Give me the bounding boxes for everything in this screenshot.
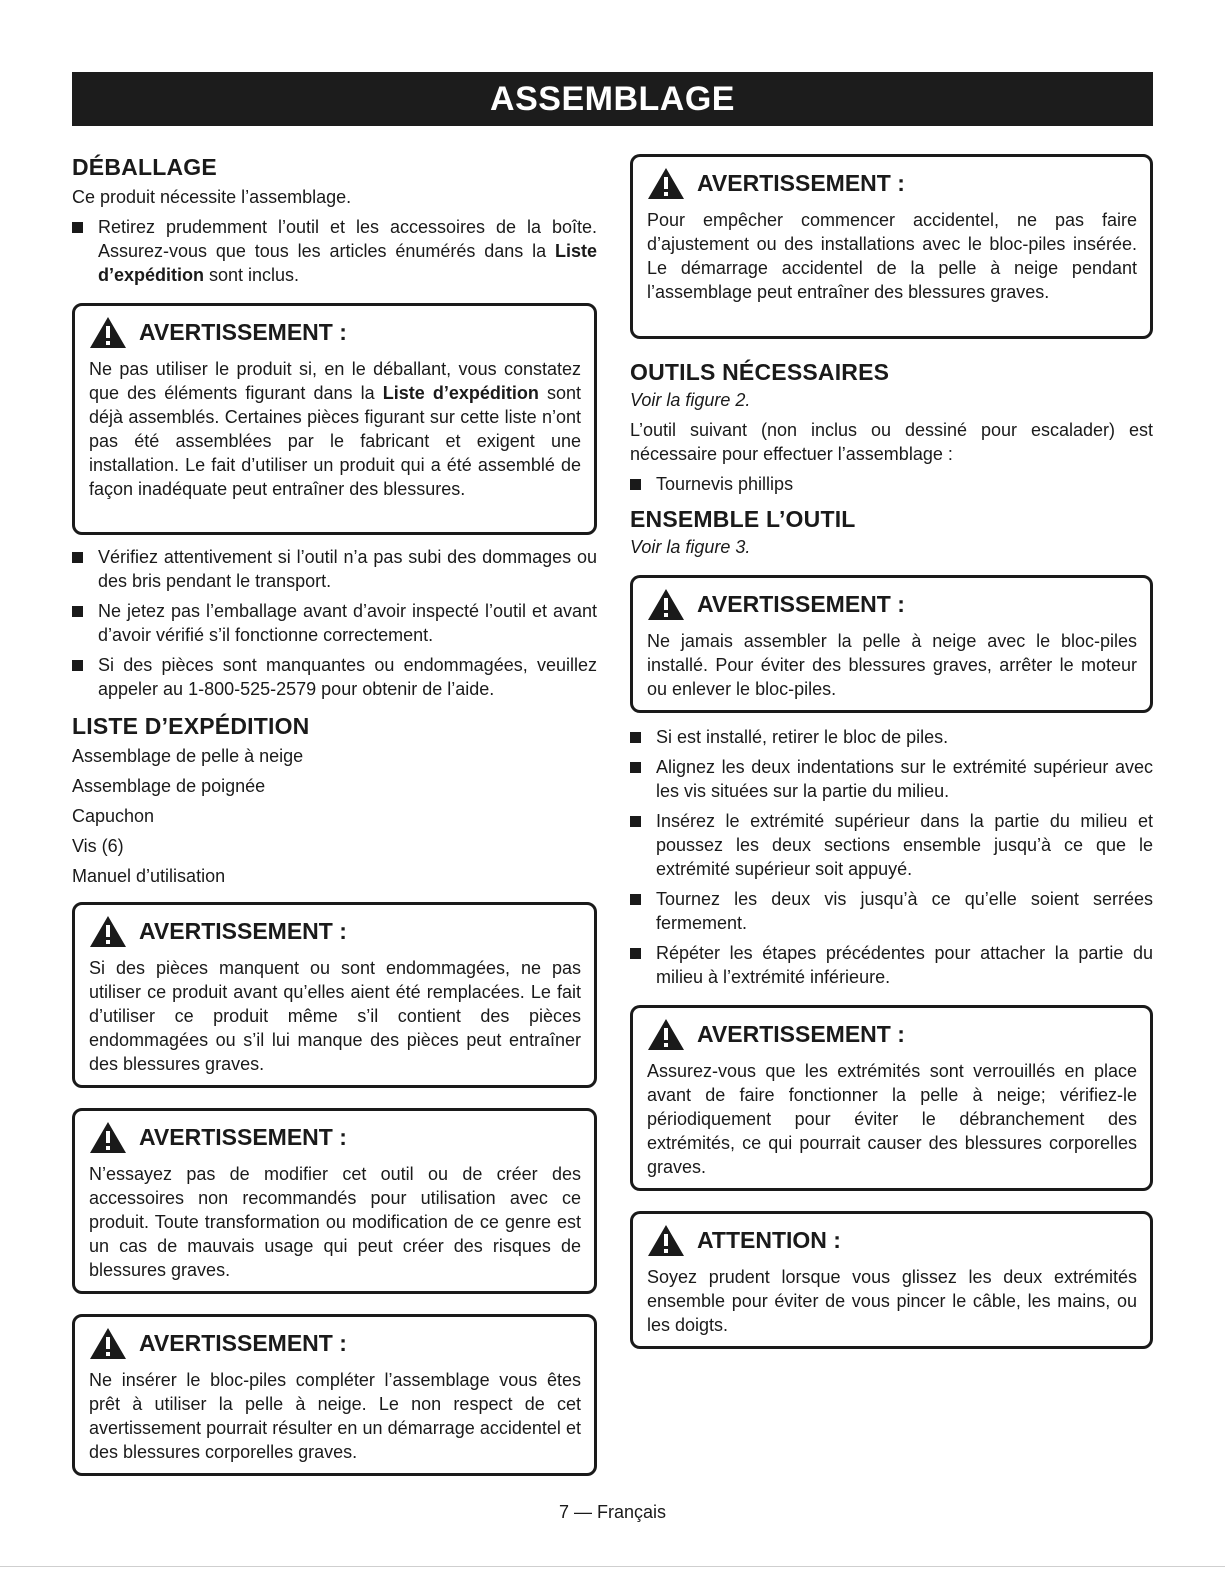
packing-item: Assemblage de poignée [72, 776, 266, 796]
warning-box-missing-parts [72, 902, 597, 1088]
warning-text-bold: Liste d’expédition [382, 383, 539, 403]
warning-label: AVERTISSEMENT : [139, 1124, 347, 1150]
warning-text: Si des pièces manquent ou sont endommagées, ne pas utiliser ce produit avant qu’elles aient été remplacées. Le fait d’utiliser ce produit même s’il contient des pièces endommagées ou s’il lui manque des pièces peut entraîner des blessures graves. [89, 958, 581, 1074]
warning-text: N’essayez pas de modifier cet outil ou de créer des accessoires non recommandés pour utilisation avec ce produit. Toute transformation ou modification de ce genre est un cas de mauvais usage qui peut créer des risques de blessures graves. [89, 1164, 581, 1280]
warning-label: AVERTISSEMENT : [697, 591, 905, 617]
bottom-divider [0, 1566, 1225, 1567]
warning-triangle-icon [89, 316, 127, 349]
packing-item: Assemblage de pelle à neige [72, 746, 304, 766]
packing-item: Capuchon [72, 806, 155, 826]
warning-header [89, 1327, 581, 1360]
list-item: Tournez les deux vis jusqu’à ce qu’elle soient serrées fermement. [630, 887, 1153, 935]
warning-text: Assurez-vous que les extrémités sont verrouillés en place avant de faire fonctionner la pelle à neige; vérifiez-le périodiquement pour éviter le débranchement des extrémités, ce qui pourrait causer des blessures corporelles graves. [647, 1061, 1137, 1177]
tools-text: L’outil suivant (non inclus ou dessiné pour escalader) est nécessaire pour effectuer l’assemblage : [630, 420, 1153, 464]
bullet-text-end: sont inclus. [204, 265, 300, 285]
warning-text-start: Ne pas utiliser le produit si, en le déballant, vous constatez que des éléments figurant dans la [89, 359, 581, 403]
list-item: Si est installé, retirer le bloc de piles. [630, 725, 1153, 749]
page-title: ASSEMBLAGE [72, 72, 1153, 126]
bullet-text: Retirez prudemment l’outil et les accessoires de la boîte. Assurez-vous que tous les articles énumérés dans la [98, 217, 597, 261]
warning-header [647, 167, 1137, 200]
unpacking-heading: DÉBALLAGE [72, 154, 217, 180]
page-footer: 7 — Français [558, 1502, 667, 1522]
warning-label: AVERTISSEMENT : [139, 319, 347, 345]
list-item: Répéter les étapes précédentes pour attacher la partie du milieu à l’extrémité inférieure. [630, 941, 1153, 989]
inspection-list [72, 545, 597, 701]
warning-triangle-icon [647, 1018, 685, 1051]
packing-list-heading: LISTE D’EXPÉDITION [72, 713, 310, 739]
left-column [72, 154, 597, 1476]
tools-figure-ref: Voir la figure 2. [630, 390, 751, 410]
caution-box-pinch [630, 1211, 1153, 1349]
warning-header [89, 1121, 581, 1154]
warning-triangle-icon [89, 1121, 127, 1154]
warning-box-accidental-start [630, 154, 1153, 339]
caution-label: ATTENTION : [697, 1227, 841, 1253]
warning-label: AVERTISSEMENT : [697, 1021, 905, 1047]
warning-triangle-icon [647, 167, 685, 200]
list-item: Ne jetez pas l’emballage avant d’avoir inspecté l’outil et avant d’avoir vérifié s’il fonctionne correctement. [72, 599, 597, 647]
warning-triangle-icon [89, 915, 127, 948]
warning-triangle-icon [647, 588, 685, 621]
list-item: Tournevis phillips [630, 472, 1153, 496]
warning-label: AVERTISSEMENT : [139, 918, 347, 944]
assemble-heading: ENSEMBLE L’OUTIL [630, 506, 856, 532]
unpacking-list [72, 215, 597, 287]
warning-box-battery-installed [630, 575, 1153, 713]
warning-header [89, 915, 581, 948]
assembly-steps [630, 725, 1153, 989]
packing-list [72, 744, 597, 888]
bullet-bold-text: Liste d’expédition [98, 241, 597, 285]
warning-text: Pour empêcher commencer accidentel, ne pas faire d’ajustement ou des installations avec le bloc-piles insérée. Le démarrage accidentel de la pelle à neige pendant l’assemblage peut entraîner des blessures graves. [647, 210, 1137, 302]
list-item: Alignez les deux indentations sur le extrémité supérieur avec les vis situées sur la partie du milieu. [630, 755, 1153, 803]
tools-heading: OUTILS NÉCESSAIRES [630, 359, 890, 385]
warning-box-locked-ends [630, 1005, 1153, 1191]
warning-triangle-icon [647, 1224, 685, 1257]
unpacking-intro: Ce produit nécessite l’assemblage. [72, 187, 352, 207]
warning-header [647, 588, 1137, 621]
warning-text-end: sont déjà assemblés. Certaines pièces figurant sur cette liste n’ont pas été assemblées par le fabricant et exigent une installation. Le fait d’utiliser un produit qui a été assemblé de façon inadéquate peut entraîner des blessures. [89, 383, 581, 499]
list-item [72, 215, 597, 287]
packing-item: Vis (6) [72, 836, 124, 856]
warning-text: Ne jamais assembler la pelle à neige avec le bloc-piles installé. Pour éviter des blessures graves, arrêter le moteur ou enlever le bloc-piles. [647, 631, 1137, 699]
list-item: Vérifiez attentivement si l’outil n’a pas subi des dommages ou des bris pendant le transport. [72, 545, 597, 593]
warning-label: AVERTISSEMENT : [139, 1330, 347, 1356]
caution-text: Soyez prudent lorsque vous glissez les deux extrémités ensemble pour éviter de vous pincer le câble, les mains, ou les doigts. [647, 1267, 1137, 1335]
warning-text: Ne insérer le bloc-piles compléter l’assemblage vous êtes prêt à utiliser la pelle à neige. Le non respect de cet avertissement pourrait résulter en un démarrage accidentel et des blessures corporelles graves. [89, 1370, 581, 1462]
warning-header [647, 1018, 1137, 1051]
tools-list [630, 472, 1153, 496]
caution-header [647, 1224, 1137, 1257]
warning-label: AVERTISSEMENT : [697, 170, 905, 196]
warning-box-unpacking [72, 303, 597, 535]
assemble-figure-ref: Voir la figure 3. [630, 537, 751, 557]
packing-item: Manuel d’utilisation [72, 866, 226, 886]
warning-box-modification [72, 1108, 597, 1294]
warning-text [89, 357, 581, 501]
warning-header [89, 316, 581, 349]
right-column [630, 154, 1153, 1349]
warning-box-battery [72, 1314, 597, 1476]
list-item: Si des pièces sont manquantes ou endommagées, veuillez appeler au 1-800-525-2579 pour obtenir de l’aide. [72, 653, 597, 701]
list-item: Insérez le extrémité supérieur dans la partie du milieu et poussez les deux sections ensemble jusqu’à ce que le extrémité supérieur soit appuyé. [630, 809, 1153, 881]
warning-triangle-icon [89, 1327, 127, 1360]
